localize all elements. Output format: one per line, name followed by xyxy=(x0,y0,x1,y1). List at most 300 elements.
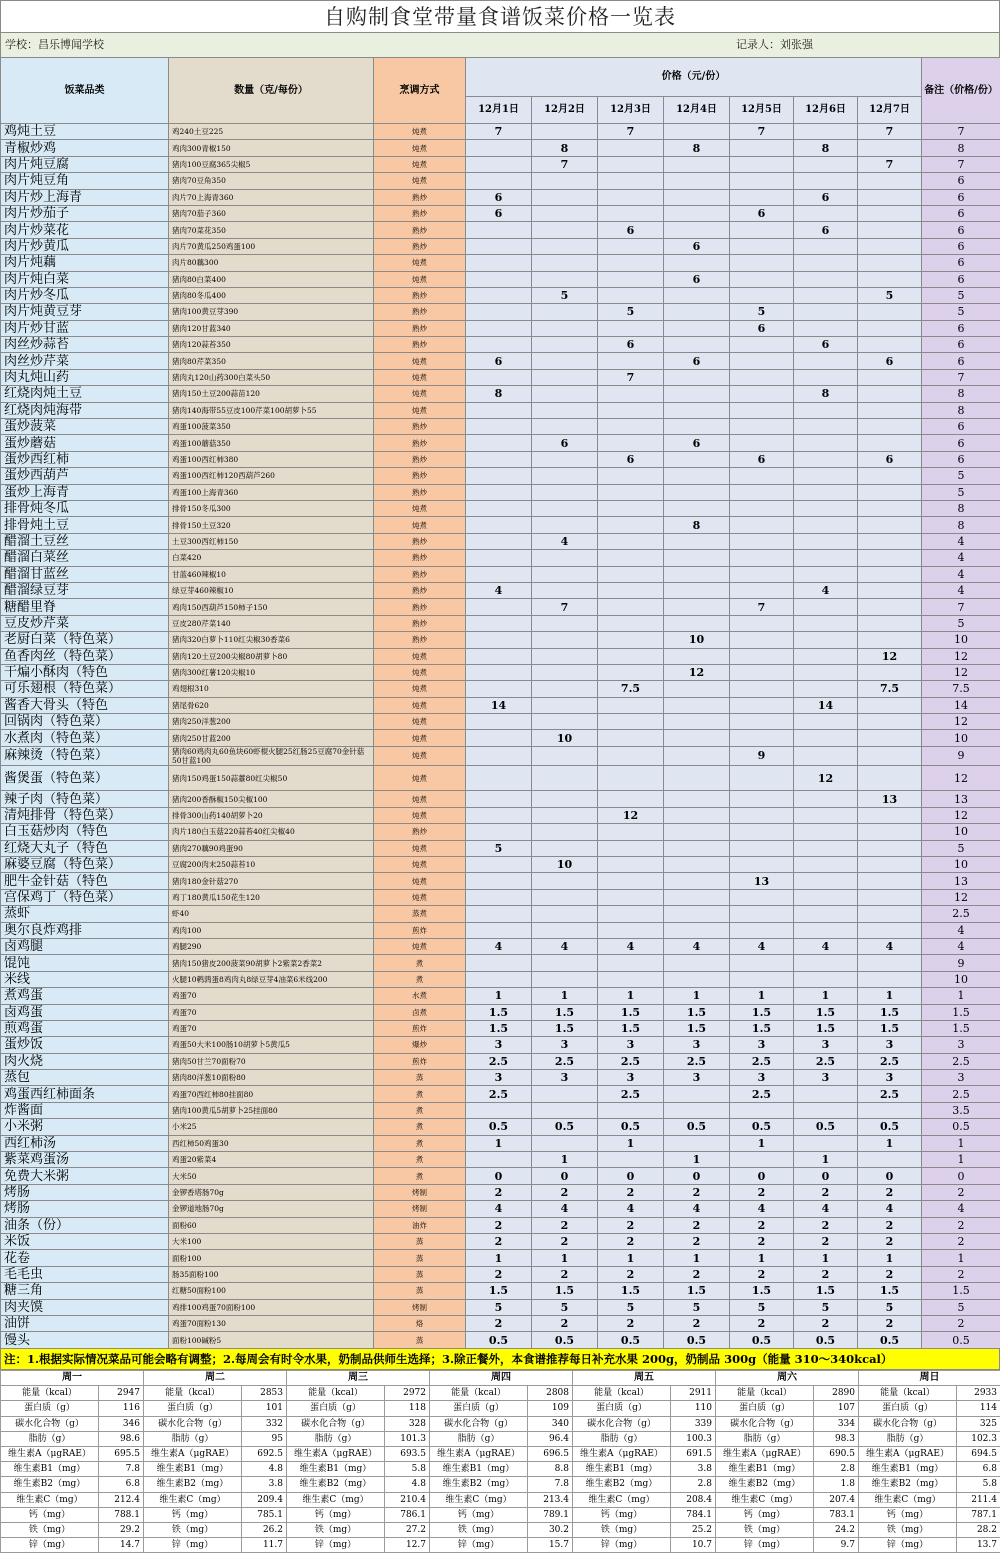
nutrient-value: 10.7 xyxy=(671,1538,716,1553)
price-cell: 2 xyxy=(598,1266,664,1282)
dish-name: 排骨炖冬瓜 xyxy=(1,500,169,516)
price-cell xyxy=(598,173,664,189)
price-cell: 1 xyxy=(598,1135,664,1151)
price-cell: 2.5 xyxy=(664,1053,730,1069)
note-price: 4 xyxy=(922,582,1000,598)
price-cell: 1 xyxy=(794,988,858,1004)
price-cell xyxy=(664,419,730,435)
dish-name: 干煸小酥肉（特色 xyxy=(1,664,169,680)
dish-name: 花卷 xyxy=(1,1250,169,1266)
price-cell xyxy=(598,140,664,156)
dish-quantity: 土豆300西红柿150 xyxy=(169,533,374,549)
dish-quantity: 面粉100碱粉5 xyxy=(169,1332,374,1348)
price-cell xyxy=(664,1086,730,1102)
nutrient-label: 脂肪（g） xyxy=(573,1431,671,1446)
nutrient-value: 102.3 xyxy=(957,1431,1000,1446)
note-price: 10 xyxy=(922,632,1000,648)
menu-row xyxy=(1,566,1000,582)
nutrient-label: 脂肪（g） xyxy=(430,1431,528,1446)
price-cell xyxy=(794,402,858,418)
dish-name: 可乐翅根（特色菜） xyxy=(1,681,169,697)
price-cell xyxy=(466,615,532,631)
price-cell: 2 xyxy=(858,1184,922,1200)
cooking-method: 熟炒 xyxy=(374,550,466,566)
note-price: 12 xyxy=(922,807,1000,823)
price-cell: 1 xyxy=(664,1250,730,1266)
price-cell xyxy=(532,922,598,938)
price-cell: 2 xyxy=(466,1266,532,1282)
price-cell xyxy=(466,1152,532,1168)
price-cell: 4 xyxy=(730,1201,794,1217)
nutrient-label: 碳水化合物（g） xyxy=(716,1416,814,1431)
price-cell: 6 xyxy=(858,451,922,467)
price-cell xyxy=(532,304,598,320)
price-cell: 2 xyxy=(730,1233,794,1249)
price-cell xyxy=(858,922,922,938)
dish-name: 鸡蛋西红柿面条 xyxy=(1,1086,169,1102)
price-cell xyxy=(730,906,794,922)
price-cell xyxy=(794,906,858,922)
dish-name: 肉夹馍 xyxy=(1,1299,169,1315)
cooking-method: 熟炒 xyxy=(374,419,466,435)
price-cell: 5 xyxy=(466,840,532,856)
nutrient-value: 787.1 xyxy=(957,1507,1000,1522)
price-cell xyxy=(858,271,922,287)
nutrient-label: 能量（kcal） xyxy=(859,1386,957,1401)
price-cell xyxy=(730,156,794,172)
menu-row xyxy=(1,697,1000,713)
dish-quantity: 大米100 xyxy=(169,1233,374,1249)
note-price: 5 xyxy=(922,468,1000,484)
note-price: 2 xyxy=(922,1184,1000,1200)
date-header: 12月5日 xyxy=(730,97,794,124)
price-cell xyxy=(858,857,922,873)
price-cell xyxy=(532,402,598,418)
nutrient-label: 钙（mg） xyxy=(1,1507,99,1522)
price-cell: 2 xyxy=(664,1315,730,1331)
nutrition-row xyxy=(1,1492,1000,1507)
notice-bar: 注：1.根据实际情况菜品可能会略有调整；2.每周会有时令水果，奶制品供师生选择；3.除正餐外，本食谱推荐每日补充水果 200g，奶制品 300g（能量 310～340kcal） xyxy=(0,1348,1000,1370)
dish-quantity: 猪肉70豆角350 xyxy=(169,173,374,189)
price-cell: 4 xyxy=(466,1201,532,1217)
price-cell xyxy=(858,840,922,856)
price-cell xyxy=(730,697,794,713)
nutrition-day-header: 周三 xyxy=(287,1371,430,1386)
dish-name: 肉片炒黄瓜 xyxy=(1,238,169,254)
nutrient-label: 蛋白质（g） xyxy=(430,1401,528,1416)
menu-row xyxy=(1,1266,1000,1282)
price-cell xyxy=(664,124,730,140)
price-cell: 10 xyxy=(532,857,598,873)
price-cell: 1 xyxy=(858,988,922,1004)
note-price: 10 xyxy=(922,730,1000,746)
price-cell: 1.5 xyxy=(532,1004,598,1020)
price-cell xyxy=(730,824,794,840)
price-cell xyxy=(466,140,532,156)
price-cell xyxy=(858,697,922,713)
nutrient-value: 96.4 xyxy=(528,1431,573,1446)
price-cell xyxy=(598,955,664,971)
price-cell xyxy=(466,765,532,791)
cooking-method: 煎炸 xyxy=(374,1053,466,1069)
price-cell xyxy=(598,664,664,680)
nutrient-label: 锌（mg） xyxy=(573,1538,671,1553)
price-cell xyxy=(664,582,730,598)
dish-quantity: 小米25 xyxy=(169,1119,374,1135)
price-cell: 2 xyxy=(598,1233,664,1249)
dish-name: 炸酱面 xyxy=(1,1102,169,1118)
dish-name: 蛋炒菠菜 xyxy=(1,419,169,435)
nutrient-value: 27.2 xyxy=(385,1522,430,1537)
price-cell xyxy=(466,451,532,467)
price-cell xyxy=(664,500,730,516)
cooking-method: 熟炒 xyxy=(374,287,466,303)
price-cell: 2 xyxy=(794,1217,858,1233)
note-price: 8 xyxy=(922,500,1000,516)
nutrient-value: 693.5 xyxy=(385,1446,430,1461)
menu-row xyxy=(1,337,1000,353)
price-cell xyxy=(466,517,532,533)
price-cell: 6 xyxy=(466,205,532,221)
price-cell xyxy=(794,615,858,631)
price-cell: 6 xyxy=(466,189,532,205)
nutrient-label: 维生素B1（mg） xyxy=(573,1462,671,1477)
price-cell: 7 xyxy=(858,124,922,140)
note-price: 2.5 xyxy=(922,1053,1000,1069)
price-cell: 5 xyxy=(730,1299,794,1315)
nutrient-label: 维生素B2（mg） xyxy=(716,1477,814,1492)
nutrient-label: 能量（kcal） xyxy=(144,1386,242,1401)
nutrient-label: 维生素B2（mg） xyxy=(287,1477,385,1492)
price-cell xyxy=(466,419,532,435)
price-cell: 1.5 xyxy=(858,1004,922,1020)
price-cell xyxy=(598,484,664,500)
dish-quantity: 猪肉60鸡肉丸60鱼块60虾棍火腿25红肠25豆腐70金针菇50甘蓝100 xyxy=(169,746,374,765)
note-price: 13 xyxy=(922,873,1000,889)
price-cell: 3 xyxy=(532,1037,598,1053)
price-cell xyxy=(858,320,922,336)
menu-row xyxy=(1,435,1000,451)
price-cell: 0 xyxy=(858,1168,922,1184)
price-cell: 7 xyxy=(532,156,598,172)
nutrient-label: 维生素A（μgRAE） xyxy=(573,1446,671,1461)
dish-quantity: 鸡蛋100蘑菇350 xyxy=(169,435,374,451)
note-price: 1 xyxy=(922,1152,1000,1168)
note-price: 5 xyxy=(922,840,1000,856)
note-price: 0.5 xyxy=(922,1119,1000,1135)
dish-quantity: 鸡蛋20紫菜4 xyxy=(169,1152,374,1168)
price-cell xyxy=(730,922,794,938)
price-cell xyxy=(598,550,664,566)
cooking-method: 炖煮 xyxy=(374,517,466,533)
price-cell: 6 xyxy=(858,353,922,369)
nutrient-value: 207.4 xyxy=(814,1492,859,1507)
menu-row xyxy=(1,746,1000,765)
menu-row xyxy=(1,386,1000,402)
price-cell xyxy=(794,971,858,987)
cooking-method: 炖煮 xyxy=(374,386,466,402)
dish-quantity: 绿豆芽460辣椒10 xyxy=(169,582,374,598)
price-cell: 2 xyxy=(794,1315,858,1331)
dish-name: 糖三角 xyxy=(1,1283,169,1299)
nutrient-label: 钙（mg） xyxy=(430,1507,528,1522)
price-cell xyxy=(794,173,858,189)
nutrient-label: 维生素C（mg） xyxy=(1,1492,99,1507)
price-cell xyxy=(532,1135,598,1151)
price-cell xyxy=(858,517,922,533)
nutrient-value: 785.1 xyxy=(242,1507,287,1522)
price-cell xyxy=(532,632,598,648)
price-cell: 1.5 xyxy=(794,1020,858,1036)
price-cell xyxy=(794,550,858,566)
price-cell xyxy=(664,484,730,500)
header-note: 备注（价格/份） xyxy=(922,58,1000,124)
nutrient-value: 212.4 xyxy=(99,1492,144,1507)
price-cell xyxy=(598,205,664,221)
note-price: 1.5 xyxy=(922,1004,1000,1020)
price-cell xyxy=(794,681,858,697)
price-cell xyxy=(858,369,922,385)
price-cell xyxy=(730,419,794,435)
nutrient-label: 维生素A（μgRAE） xyxy=(144,1446,242,1461)
price-cell xyxy=(532,824,598,840)
cooking-method: 炖煮 xyxy=(374,873,466,889)
price-cell xyxy=(532,566,598,582)
price-cell: 3 xyxy=(466,1070,532,1086)
dish-quantity: 金锣香塔肠70g xyxy=(169,1184,374,1200)
price-cell xyxy=(532,807,598,823)
menu-row xyxy=(1,304,1000,320)
nutrient-label: 维生素B2（mg） xyxy=(144,1477,242,1492)
cooking-method: 炖煮 xyxy=(374,889,466,905)
price-cell xyxy=(858,205,922,221)
menu-row xyxy=(1,484,1000,500)
price-cell xyxy=(532,664,598,680)
cooking-method: 煮 xyxy=(374,1086,466,1102)
cooking-method: 炖煮 xyxy=(374,938,466,954)
menu-row xyxy=(1,517,1000,533)
nutrient-value: 213.4 xyxy=(528,1492,573,1507)
price-cell xyxy=(664,599,730,615)
dish-quantity: 猪肉80洋葱10面粉80 xyxy=(169,1070,374,1086)
price-cell xyxy=(794,922,858,938)
price-cell xyxy=(466,1102,532,1118)
price-cell xyxy=(532,369,598,385)
note-price: 12 xyxy=(922,648,1000,664)
price-cell: 1.5 xyxy=(598,1283,664,1299)
price-cell xyxy=(730,648,794,664)
menu-row xyxy=(1,353,1000,369)
menu-row xyxy=(1,1004,1000,1020)
dish-quantity: 豆皮280芹菜140 xyxy=(169,615,374,631)
nutrient-label: 锌（mg） xyxy=(1,1538,99,1553)
nutrient-value: 691.5 xyxy=(671,1446,716,1461)
price-cell: 2.5 xyxy=(858,1053,922,1069)
price-cell xyxy=(730,271,794,287)
cooking-method: 炖煮 xyxy=(374,746,466,765)
price-cell: 4 xyxy=(730,938,794,954)
price-cell: 8 xyxy=(664,517,730,533)
note-price: 10 xyxy=(922,971,1000,987)
price-cell xyxy=(466,906,532,922)
cooking-method: 炖煮 xyxy=(374,857,466,873)
price-cell: 2 xyxy=(730,1315,794,1331)
note-price: 6 xyxy=(922,353,1000,369)
price-cell xyxy=(532,468,598,484)
price-cell xyxy=(466,271,532,287)
dish-name: 宫保鸡丁（特色菜） xyxy=(1,889,169,905)
price-cell: 2 xyxy=(466,1217,532,1233)
price-cell: 13 xyxy=(730,873,794,889)
price-cell xyxy=(532,971,598,987)
nutrient-label: 维生素B1（mg） xyxy=(430,1462,528,1477)
dish-quantity: 猪肉50甘兰70面粉70 xyxy=(169,1053,374,1069)
dish-name: 水煮肉（特色菜） xyxy=(1,730,169,746)
dish-name: 毛毛虫 xyxy=(1,1266,169,1282)
note-price: 7.5 xyxy=(922,681,1000,697)
nutrient-label: 脂肪（g） xyxy=(1,1431,99,1446)
cooking-method: 煮 xyxy=(374,971,466,987)
price-cell xyxy=(466,255,532,271)
nutrition-row xyxy=(1,1462,1000,1477)
dish-name: 肉片炖豆角 xyxy=(1,173,169,189)
price-cell xyxy=(532,840,598,856)
price-cell: 10 xyxy=(532,730,598,746)
dish-name: 蛋炒西葫芦 xyxy=(1,468,169,484)
nutrient-value: 116 xyxy=(99,1401,144,1416)
dish-name: 鸡炖土豆 xyxy=(1,124,169,140)
nutrient-label: 蛋白质（g） xyxy=(859,1401,957,1416)
price-cell xyxy=(794,840,858,856)
nutrient-value: 784.1 xyxy=(671,1507,716,1522)
price-cell: 4 xyxy=(598,938,664,954)
note-price: 10 xyxy=(922,824,1000,840)
price-cell: 3 xyxy=(664,1037,730,1053)
nutrient-label: 锌（mg） xyxy=(430,1538,528,1553)
menu-row xyxy=(1,1070,1000,1086)
price-cell xyxy=(664,468,730,484)
nutrient-value: 7.8 xyxy=(99,1462,144,1477)
dish-name: 回锅肉（特色菜） xyxy=(1,714,169,730)
price-cell xyxy=(858,222,922,238)
price-cell: 1 xyxy=(858,1250,922,1266)
price-cell xyxy=(664,566,730,582)
nutrient-value: 26.2 xyxy=(242,1522,287,1537)
note-price: 0.5 xyxy=(922,1332,1000,1348)
price-cell xyxy=(730,1152,794,1168)
price-cell: 1 xyxy=(466,1250,532,1266)
nutrient-label: 维生素A（μgRAE） xyxy=(716,1446,814,1461)
note-price: 4 xyxy=(922,938,1000,954)
dish-name: 肉片炒冬瓜 xyxy=(1,287,169,303)
nutrient-label: 钙（mg） xyxy=(573,1507,671,1522)
price-cell xyxy=(858,1102,922,1118)
price-cell: 0.5 xyxy=(466,1332,532,1348)
nutrient-value: 3.8 xyxy=(671,1462,716,1477)
price-cell: 2 xyxy=(598,1217,664,1233)
dish-quantity: 排骨300山药140胡萝卜20 xyxy=(169,807,374,823)
price-cell xyxy=(664,255,730,271)
note-price: 14 xyxy=(922,697,1000,713)
dish-quantity: 鸡丁180黄瓜150花生120 xyxy=(169,889,374,905)
price-cell: 2 xyxy=(664,1217,730,1233)
nutrient-label: 维生素B1（mg） xyxy=(716,1462,814,1477)
nutrient-value: 788.1 xyxy=(99,1507,144,1522)
price-cell: 3 xyxy=(598,1037,664,1053)
cooking-method: 炖煮 xyxy=(374,124,466,140)
note-price: 8 xyxy=(922,386,1000,402)
nutrient-label: 维生素A（μgRAE） xyxy=(430,1446,528,1461)
dish-quantity: 鸡蛋50大米100肠10胡萝卜5黄瓜5 xyxy=(169,1037,374,1053)
price-cell xyxy=(858,337,922,353)
menu-price-table xyxy=(0,57,1000,1349)
dish-quantity: 猪肉70茄子360 xyxy=(169,205,374,221)
nutrient-label: 铁（mg） xyxy=(859,1522,957,1537)
note-price: 2 xyxy=(922,1315,1000,1331)
price-cell xyxy=(532,271,598,287)
price-cell: 3 xyxy=(598,1070,664,1086)
price-cell xyxy=(532,714,598,730)
menu-row xyxy=(1,550,1000,566)
price-cell xyxy=(858,664,922,680)
cooking-method: 熟炒 xyxy=(374,238,466,254)
price-cell xyxy=(664,1102,730,1118)
price-cell xyxy=(532,582,598,598)
price-cell: 5 xyxy=(532,1299,598,1315)
price-cell xyxy=(466,955,532,971)
cooking-method: 煎炸 xyxy=(374,922,466,938)
price-cell: 5 xyxy=(598,1299,664,1315)
price-cell xyxy=(858,599,922,615)
price-cell xyxy=(598,271,664,287)
price-cell: 5 xyxy=(794,1299,858,1315)
nutrient-value: 29.2 xyxy=(99,1522,144,1537)
nutrient-label: 脂肪（g） xyxy=(716,1431,814,1446)
nutrient-label: 维生素A（μgRAE） xyxy=(287,1446,385,1461)
note-price: 6 xyxy=(922,337,1000,353)
cooking-method: 烤制 xyxy=(374,1201,466,1217)
price-cell xyxy=(730,402,794,418)
nutrient-label: 铁（mg） xyxy=(716,1522,814,1537)
price-cell: 8 xyxy=(466,386,532,402)
price-cell xyxy=(794,205,858,221)
info-bar xyxy=(0,33,1000,57)
price-cell xyxy=(466,681,532,697)
price-cell xyxy=(794,255,858,271)
price-cell xyxy=(532,791,598,807)
nutrition-row xyxy=(1,1538,1000,1553)
nutrient-value: 786.1 xyxy=(385,1507,430,1522)
menu-row xyxy=(1,124,1000,140)
dish-quantity: 鸡翅根310 xyxy=(169,681,374,697)
price-cell: 0.5 xyxy=(598,1119,664,1135)
nutrition-table xyxy=(0,1370,1000,1553)
price-cell: 6 xyxy=(598,222,664,238)
price-cell xyxy=(466,632,532,648)
nutrition-row xyxy=(1,1446,1000,1461)
nutrient-value: 789.1 xyxy=(528,1507,573,1522)
page-title: 自购制食堂带量食谱饭菜价格一览表 xyxy=(0,0,1000,33)
price-cell xyxy=(730,857,794,873)
price-cell xyxy=(858,807,922,823)
recorder-label: 记录人：刘张强 xyxy=(736,33,813,57)
nutrient-label: 碳水化合物（g） xyxy=(859,1416,957,1431)
price-cell xyxy=(730,615,794,631)
dish-quantity: 猪尾骨620 xyxy=(169,697,374,713)
nutrient-label: 维生素C（mg） xyxy=(430,1492,528,1507)
note-price: 2 xyxy=(922,1217,1000,1233)
note-price: 8 xyxy=(922,402,1000,418)
